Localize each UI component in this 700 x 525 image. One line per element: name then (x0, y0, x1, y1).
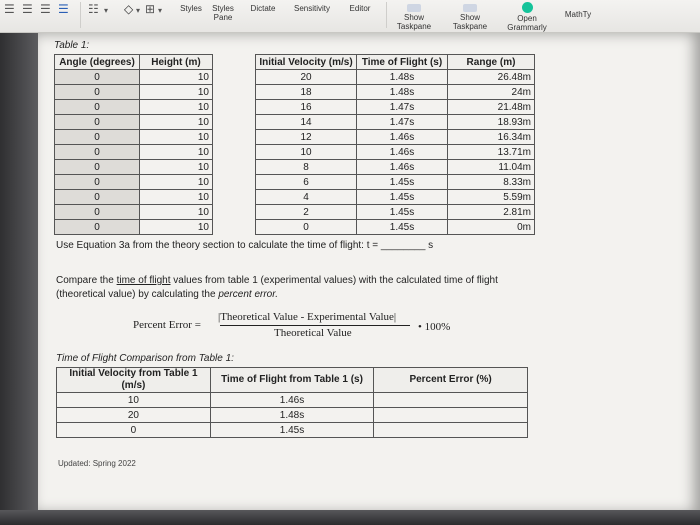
table-cell[interactable]: 0m (448, 220, 535, 235)
table-cell[interactable]: 4 (256, 190, 357, 205)
table1-caption: Table 1: (54, 40, 90, 51)
table-cell[interactable]: 8.33m (448, 175, 535, 190)
table-cell[interactable]: 10 (140, 220, 213, 235)
table-cell[interactable]: 1.46s (210, 393, 373, 408)
table-cell[interactable]: 10 (57, 393, 211, 408)
table-cell[interactable]: 0 (55, 70, 140, 85)
table-cell[interactable]: 0 (55, 190, 140, 205)
table-cell[interactable]: 1.48s (357, 85, 448, 100)
table-row (55, 220, 535, 235)
align-right-icon[interactable]: ☰ (40, 2, 51, 16)
table-cell[interactable]: 10 (140, 205, 213, 220)
table-cell[interactable]: 24m (448, 85, 535, 100)
formula-multiplier: • 100% (418, 321, 451, 333)
table-gap (213, 130, 256, 145)
table-cell[interactable]: 0 (55, 100, 140, 115)
table-header: Angle (degrees) (55, 55, 140, 70)
table-row (55, 100, 535, 115)
table-cell[interactable]: 10 (140, 130, 213, 145)
table-row (57, 393, 528, 408)
table-cell[interactable]: 8 (256, 160, 357, 175)
table-gap (213, 55, 256, 70)
table-cell[interactable]: 1.46s (357, 160, 448, 175)
table-cell[interactable]: 18.93m (448, 115, 535, 130)
open-grammarly-button[interactable] (505, 2, 549, 32)
table-cell[interactable]: 2 (256, 205, 357, 220)
formula-label: Percent Error = (133, 319, 201, 331)
table-row (55, 160, 535, 175)
table-cell[interactable]: 10 (140, 145, 213, 160)
table-cell[interactable]: 18 (256, 85, 357, 100)
table-gap (213, 160, 256, 175)
desk-edge (0, 510, 700, 525)
table-header-row (57, 368, 528, 393)
table-header: Time of Flight (s) (357, 55, 448, 70)
table-row (55, 145, 535, 160)
table-cell[interactable]: 10 (140, 190, 213, 205)
shading-icon[interactable]: ◇ (124, 2, 134, 16)
table-cell[interactable]: 14 (256, 115, 357, 130)
dictate-label: Dictate (250, 4, 276, 13)
table-gap (213, 205, 256, 220)
table-cell[interactable]: 1.48s (210, 408, 373, 423)
sensitivity-button[interactable] (288, 4, 336, 13)
table-cell[interactable]: 0 (55, 220, 140, 235)
styles-label: Styles (180, 4, 202, 13)
dictate-button[interactable] (246, 4, 280, 13)
show-taskpane-label: Show Taskpane (452, 13, 488, 31)
align-left-icon[interactable]: ☰ (4, 2, 15, 16)
fraction-bar (220, 325, 410, 326)
table-row (55, 205, 535, 220)
table-cell[interactable]: 2.81m (448, 205, 535, 220)
table-cell[interactable]: 10 (256, 145, 357, 160)
table-cell[interactable]: 5.59m (448, 190, 535, 205)
table-cell[interactable]: 0 (55, 160, 140, 175)
table-cell[interactable]: 11.04m (448, 160, 535, 175)
table-cell[interactable]: 20 (57, 408, 211, 423)
styles-button[interactable] (178, 4, 204, 13)
table-cell[interactable]: 0 (55, 205, 140, 220)
table-cell[interactable]: 12 (256, 130, 357, 145)
table-cell[interactable]: 1.45s (357, 220, 448, 235)
table-cell[interactable]: 1.47s (357, 100, 448, 115)
table-header: Range (m) (448, 55, 535, 70)
taskpane-icon (463, 4, 477, 12)
grammarly-icon (522, 2, 533, 13)
table-gap (213, 145, 256, 160)
table-cell[interactable]: 1.48s (357, 70, 448, 85)
table-cell[interactable]: 6 (256, 175, 357, 190)
table2 (56, 367, 528, 438)
ribbon-divider (80, 2, 81, 28)
time-of-flight-link: time of flight (116, 275, 171, 286)
table-row (55, 70, 535, 85)
table-cell[interactable]: 16.34m (448, 130, 535, 145)
table-cell[interactable]: 1.46s (357, 130, 448, 145)
align-center-icon[interactable]: ☰ (22, 2, 33, 16)
taskpane-icon (407, 4, 421, 12)
table-gap (213, 220, 256, 235)
table-cell[interactable]: 1.45s (357, 190, 448, 205)
line-spacing-icon[interactable]: ☷ (88, 2, 99, 16)
table-header: Initial Velocity (m/s) (256, 55, 357, 70)
table-header: Height (m) (140, 55, 213, 70)
chevron-down-icon[interactable]: ▾ (136, 6, 141, 15)
compare-instruction (56, 274, 576, 302)
table-header: Percent Error (%) (374, 368, 528, 393)
table-gap (213, 85, 256, 100)
mathtype-button[interactable] (558, 10, 598, 19)
table-cell[interactable]: 1.45s (357, 205, 448, 220)
table-cell[interactable]: 26.48m (448, 70, 535, 85)
justify-icon[interactable]: ☰ (58, 2, 69, 16)
chevron-down-icon[interactable]: ▾ (158, 6, 163, 15)
compare-text: values from table 1 (experimental values) with the calculated time of flight (170, 275, 498, 286)
equation-instruction (56, 240, 433, 251)
table2-caption: Time of Flight Comparison from Table 1: (56, 353, 234, 364)
table-cell[interactable]: 10 (140, 175, 213, 190)
percent-error-cell[interactable] (374, 423, 528, 438)
table1 (54, 54, 535, 235)
table-cell[interactable]: 0 (55, 175, 140, 190)
table-gap (213, 70, 256, 85)
table-gap (213, 190, 256, 205)
table-cell[interactable]: 1.45s (357, 175, 448, 190)
table-cell[interactable]: 0 (256, 220, 357, 235)
table-cell[interactable]: 0 (57, 423, 211, 438)
table-gap (213, 100, 256, 115)
table-cell[interactable]: 20 (256, 70, 357, 85)
editor-label: Editor (349, 4, 371, 13)
table-cell[interactable]: 0 (55, 145, 140, 160)
percent-error-term: percent error. (218, 289, 278, 300)
formula-denominator: Theoretical Value (274, 327, 352, 339)
document-page (38, 33, 700, 513)
show-taskpane-label: Show Taskpane (396, 13, 432, 31)
table-header-row (55, 55, 535, 70)
table-gap (213, 175, 256, 190)
window-edge (0, 33, 38, 513)
table-row (55, 190, 535, 205)
updated-footer: Updated: Spring 2022 (58, 459, 136, 468)
sensitivity-label: Sensitivity (293, 4, 330, 13)
table-cell[interactable]: 10 (140, 115, 213, 130)
table-gap (213, 115, 256, 130)
percent-error-cell[interactable] (374, 393, 528, 408)
editor-button[interactable] (344, 4, 376, 13)
table-cell[interactable]: 0 (55, 115, 140, 130)
table-cell[interactable]: 1.47s (357, 115, 448, 130)
open-grammarly-label: Open Grammarly (507, 14, 547, 32)
equation-unit: s (425, 240, 434, 251)
table-cell[interactable]: 13.71m (448, 145, 535, 160)
styles-pane-button[interactable] (208, 4, 238, 22)
table-row (55, 85, 535, 100)
compare-text: (theoretical value) by calculating the (56, 289, 219, 300)
table-cell[interactable]: 1.45s (210, 423, 373, 438)
table-cell[interactable]: 21.48m (448, 100, 535, 115)
table-cell[interactable]: 1.46s (357, 145, 448, 160)
formula-numerator: |Theoretical Value - Experimental Value| (218, 311, 397, 323)
table-cell[interactable]: 10 (140, 160, 213, 175)
table-row (55, 115, 535, 130)
table-cell[interactable]: 10 (140, 85, 213, 100)
table-cell[interactable]: 0 (55, 130, 140, 145)
table-row (57, 423, 528, 438)
show-taskpane-2-button[interactable] (448, 4, 492, 31)
styles-pane-label: Styles Pane (212, 4, 234, 22)
percent-error-cell[interactable] (374, 408, 528, 423)
table-cell[interactable]: 10 (140, 70, 213, 85)
show-taskpane-1-button[interactable] (392, 4, 436, 31)
mathtype-label: MathTy (564, 10, 592, 19)
table-cell[interactable]: 10 (140, 100, 213, 115)
chevron-down-icon[interactable]: ▾ (104, 6, 109, 15)
borders-icon[interactable]: ⊞ (145, 2, 156, 16)
equation-text: Use Equation 3a from the theory section to calculate the time of flight: t = (56, 240, 381, 251)
table-row (57, 408, 528, 423)
table-row (55, 175, 535, 190)
compare-text: Compare the (56, 275, 117, 286)
table-header: Initial Velocity from Table 1 (m/s) (57, 368, 211, 393)
ribbon-divider (386, 2, 387, 28)
answer-blank[interactable]: ________ (380, 240, 426, 251)
table-cell[interactable]: 0 (55, 85, 140, 100)
table-cell[interactable]: 16 (256, 100, 357, 115)
table-row (55, 130, 535, 145)
table-header: Time of Flight from Table 1 (s) (210, 368, 373, 393)
ribbon-toolbar (0, 0, 700, 33)
